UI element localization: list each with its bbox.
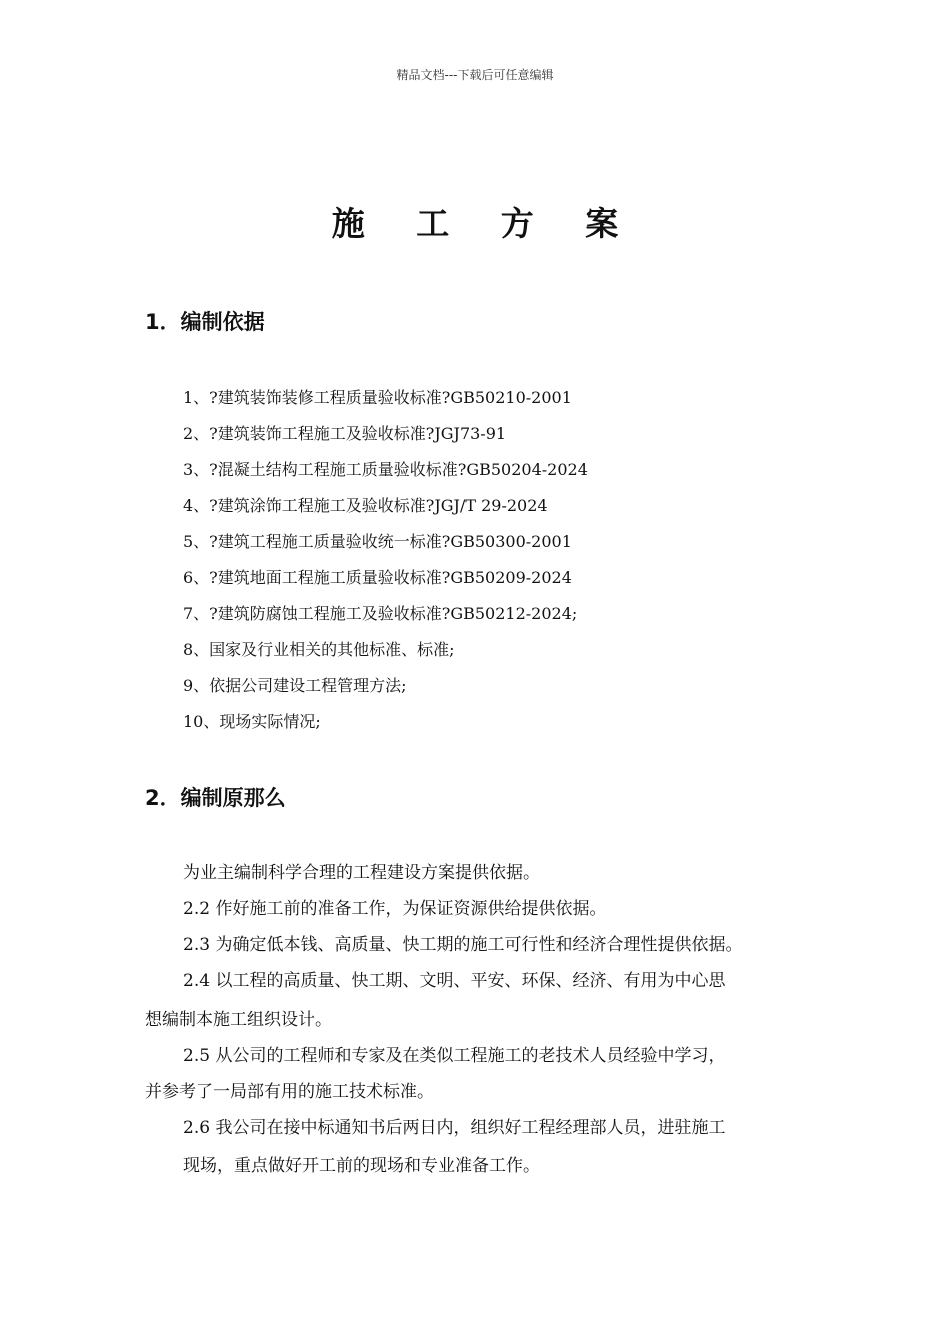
list-item: 4、?建筑涂饰工程施工及验收标准?JGJ/T 29-2024: [183, 496, 548, 515]
page-header-note: 精品文档---下载后可任意编辑: [396, 68, 554, 82]
list-item: 10、现场实际情况;: [183, 712, 321, 731]
list-item: 6、?建筑地面工程施工质量验收标准?GB50209-2024: [183, 568, 572, 587]
list-item: 5、?建筑工程施工质量验收统一标准?GB50300-2001: [183, 532, 572, 551]
principle-line: 2.6 我公司在接中标通知书后两日内，组织好工程经理部人员，进驻施工: [183, 1118, 726, 1138]
list-item: 3、?混凝土结构工程施工质量验收标准?GB50204-2024: [183, 460, 588, 479]
section-1-heading: 1．编制依据: [145, 310, 265, 334]
principle-line: 2.2 作好施工前的准备工作，为保证资源供给提供依据。: [183, 899, 607, 919]
reference-standards-list: [183, 380, 588, 740]
principle-line: 2.3 为确定低本钱、高质量、快工期的施工可行性和经济合理性提供依据。: [183, 935, 743, 955]
principle-line: 想编制本施工组织设计。: [145, 1010, 332, 1030]
document-title: 施 工 方 案: [331, 204, 639, 243]
principle-line: 2.5 从公司的工程师和专家及在类似工程施工的老技术人员经验中学习，: [183, 1046, 726, 1066]
list-item: 1、?建筑装饰装修工程质量验收标准?GB50210-2001: [183, 388, 572, 407]
principle-line: 并参考了一局部有用的施工技术标准。: [145, 1082, 434, 1102]
principle-line: 2.4 以工程的高质量、快工期、文明、平安、环保、经济、有用为中心思: [183, 971, 726, 991]
section-2-heading: 2．编制原那么: [145, 786, 286, 810]
principle-line: 为业主编制科学合理的工程建设方案提供依据。: [183, 863, 540, 883]
list-item: 7、?建筑防腐蚀工程施工及验收标准?GB50212-2024;: [183, 604, 578, 623]
list-item: 8、国家及行业相关的其他标准、标准;: [183, 640, 455, 659]
list-item: 2、?建筑装饰工程施工及验收标准?JGJ73-91: [183, 424, 507, 443]
list-item: 9、依据公司建设工程管理方法;: [183, 676, 407, 695]
principle-line: 现场，重点做好开工前的现场和专业准备工作。: [183, 1156, 540, 1176]
